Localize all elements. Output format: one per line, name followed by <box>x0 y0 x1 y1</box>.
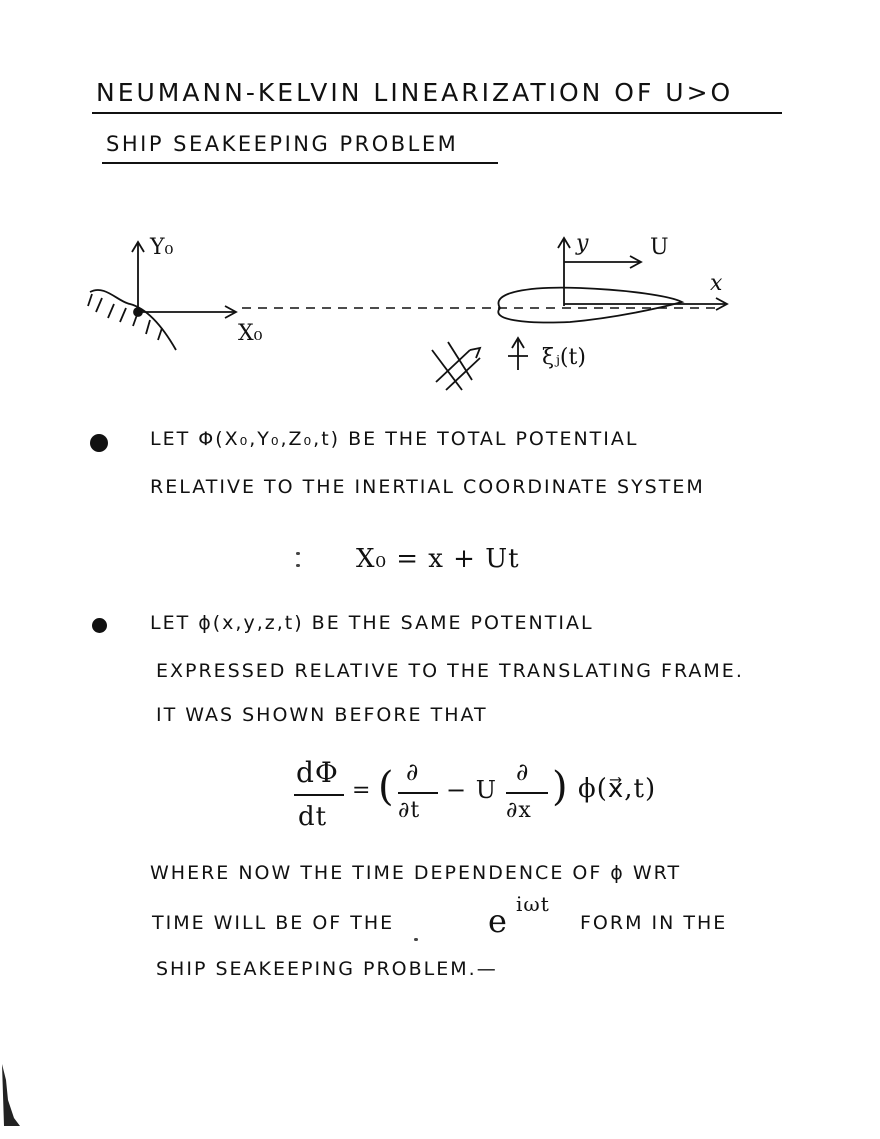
bullet-1-line-2: RELATIVE TO THE INERTIAL COORDINATE SYSTEM <box>150 476 705 498</box>
inertial-y-label: Y₀ <box>150 235 174 260</box>
ship-hull <box>498 288 682 323</box>
closing-line-2b: FORM IN THE <box>580 912 728 934</box>
subtitle-underline <box>102 162 498 164</box>
coordinate-diagram <box>70 222 750 392</box>
incident-waves-icon <box>432 342 480 390</box>
lhs-denominator: dt <box>298 802 328 832</box>
scan-corner-mark <box>0 1060 24 1130</box>
open-paren: ( <box>378 764 395 810</box>
speed-arrow <box>564 256 641 268</box>
closing-line-1: WHERE NOW THE TIME DEPENDENCE OF ϕ WRT <box>150 862 682 884</box>
partial-t-bar <box>398 792 438 794</box>
title-underline <box>92 112 782 114</box>
body-y-axis <box>558 238 570 306</box>
speed-label: U <box>650 235 669 260</box>
closing-line-3: SHIP SEAKEEPING PROBLEM.— <box>156 958 498 980</box>
bullet-2-line-2: EXPRESSED RELATIVE TO THE TRANSLATING FRAME. <box>156 660 744 682</box>
page-subtitle: SHIP SEAKEEPING PROBLEM <box>106 132 459 156</box>
motion-arrow <box>508 338 528 370</box>
equals-sign: = <box>352 778 372 803</box>
partial-t-numerator: ∂ <box>406 758 420 786</box>
derivative-equation <box>290 752 710 842</box>
bullet-2-line-1: LET ϕ(x,y,z,t) BE THE SAME POTENTIAL <box>150 612 594 634</box>
exponential-base: e <box>488 902 508 940</box>
partial-x-numerator: ∂ <box>516 758 530 786</box>
page-title: NEUMANN-KELVIN LINEARIZATION OF U>O <box>96 78 734 107</box>
bullet-dot-1 <box>90 434 108 452</box>
bullet-2-line-3: IT WAS SHOWN BEFORE THAT <box>156 704 488 726</box>
minus-u: − U <box>446 776 497 804</box>
partial-t-denominator: ∂t <box>398 798 421 823</box>
scan-speck <box>296 564 300 567</box>
scan-speck <box>414 938 418 941</box>
closing-line-2a: TIME WILL BE OF THE <box>152 912 395 934</box>
body-x-label: x <box>710 271 723 296</box>
inertial-origin-ground <box>88 290 176 350</box>
inertial-y-axis <box>132 242 144 312</box>
partial-x-denominator: ∂x <box>506 798 532 823</box>
exponential-power: iωt <box>516 892 550 916</box>
bullet-dot-2 <box>92 618 107 633</box>
scan-speck <box>296 552 300 555</box>
close-paren: ) <box>552 764 569 810</box>
inertial-x-label: X₀ <box>238 321 263 346</box>
transform-equation: X₀ = x + Ut <box>356 544 520 574</box>
bullet-1-line-1: LET Φ(X₀,Y₀,Z₀,t) BE THE TOTAL POTENTIAL <box>150 428 639 450</box>
lhs-fraction-bar <box>294 794 344 796</box>
motion-label: ξⱼ(t) <box>542 345 586 370</box>
partial-x-bar <box>506 792 548 794</box>
rhs-potential: ϕ(x⃗,t) <box>578 774 657 804</box>
body-y-label: y <box>576 231 589 256</box>
lhs-numerator: dΦ <box>296 756 339 789</box>
inertial-x-axis <box>138 306 236 318</box>
